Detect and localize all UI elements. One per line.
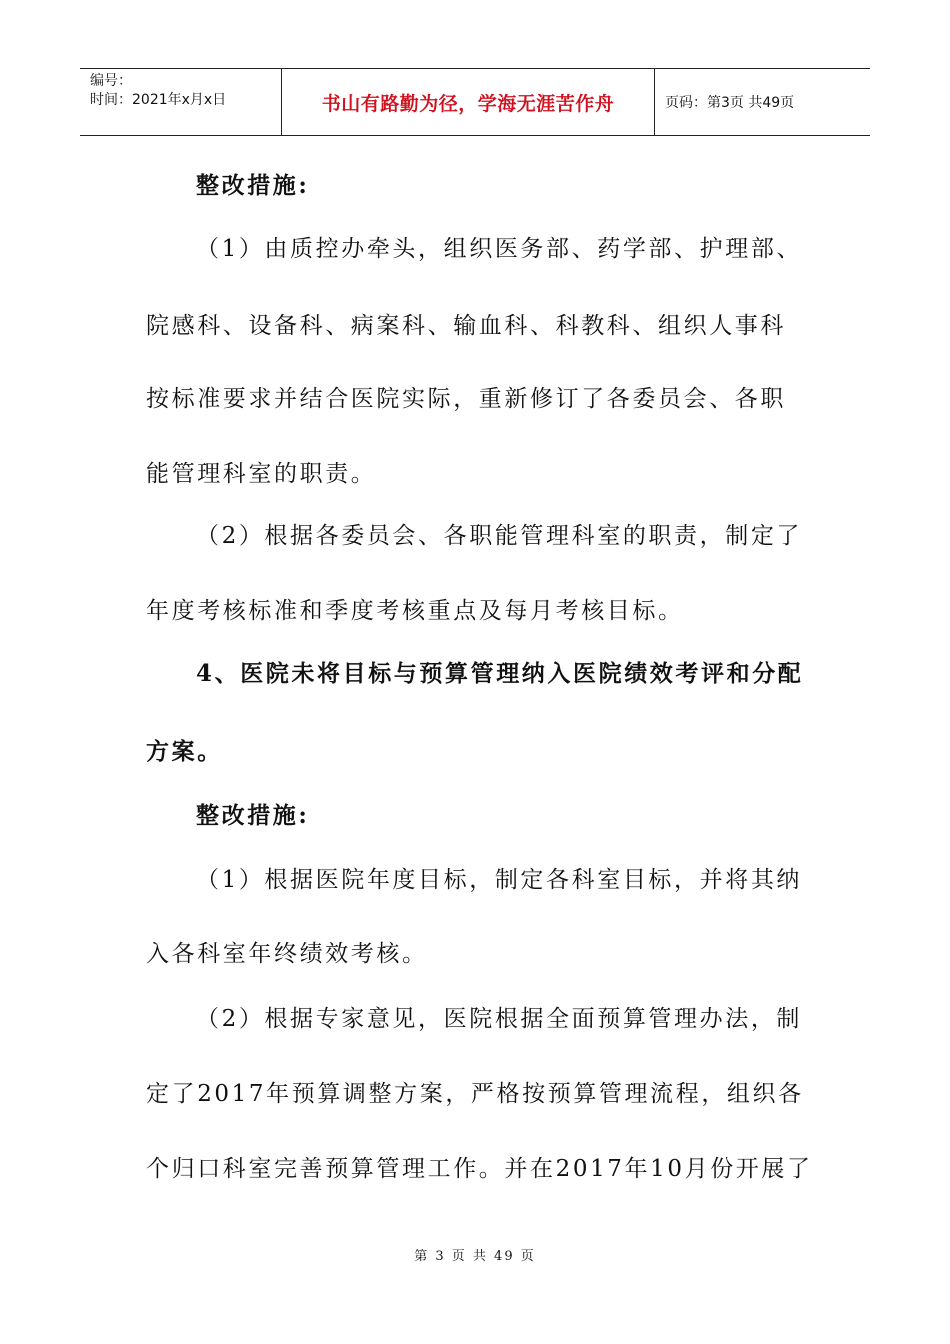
header-meta (80, 69, 282, 135)
paragraph-line: （1）根据医院年度目标，制定各科室目标，并将其纳 (196, 867, 803, 893)
header-motto: 书山有路勤为径，学海无涯苦作舟 (282, 69, 655, 135)
paragraph-line: 年度考核标准和季度考核重点及每月考核目标。 (146, 598, 684, 624)
document-time-label: 时间：2021年x月x日 (90, 92, 227, 108)
paragraph-line: 能管理科室的职责。 (146, 461, 377, 487)
paragraph-line: （1）由质控办牵头，组织医务部、药学部、护理部、 (196, 236, 803, 262)
paragraph-line: 定了2017年预算调整方案，严格按预算管理流程，组织各 (146, 1081, 804, 1107)
paragraph-line: （2）根据专家意见，医院根据全面预算管理办法，制 (196, 1006, 803, 1032)
paragraph-line: （2）根据各委员会、各职能管理科室的职责，制定了 (196, 523, 803, 549)
section-heading-item-4: 4、医院未将目标与预算管理纳入医院绩效考评和分配 (196, 660, 804, 687)
paragraph-line: 按标准要求并结合医院实际，重新修订了各委员会、各职 (146, 386, 786, 412)
header-page-info: 页码：第3页 共49页 (665, 95, 795, 111)
paragraph-line: 入各科室年终绩效考核。 (146, 941, 428, 967)
document-number-label: 编号： (90, 73, 132, 89)
paragraph-line: 院感科、设备科、病案科、输血科、科教科、组织人事科 (146, 313, 786, 339)
section-heading-rectification: 整改措施: (196, 172, 310, 199)
paragraph-line: 个归口科室完善预算管理工作。并在2017年10月份开展了 (146, 1156, 813, 1182)
section-heading-item-4-cont: 方案。 (146, 738, 223, 765)
page-footer: 第 3 页 共 49 页 (414, 1249, 536, 1264)
section-heading-rectification: 整改措施: (196, 802, 310, 829)
page-header (80, 68, 870, 136)
